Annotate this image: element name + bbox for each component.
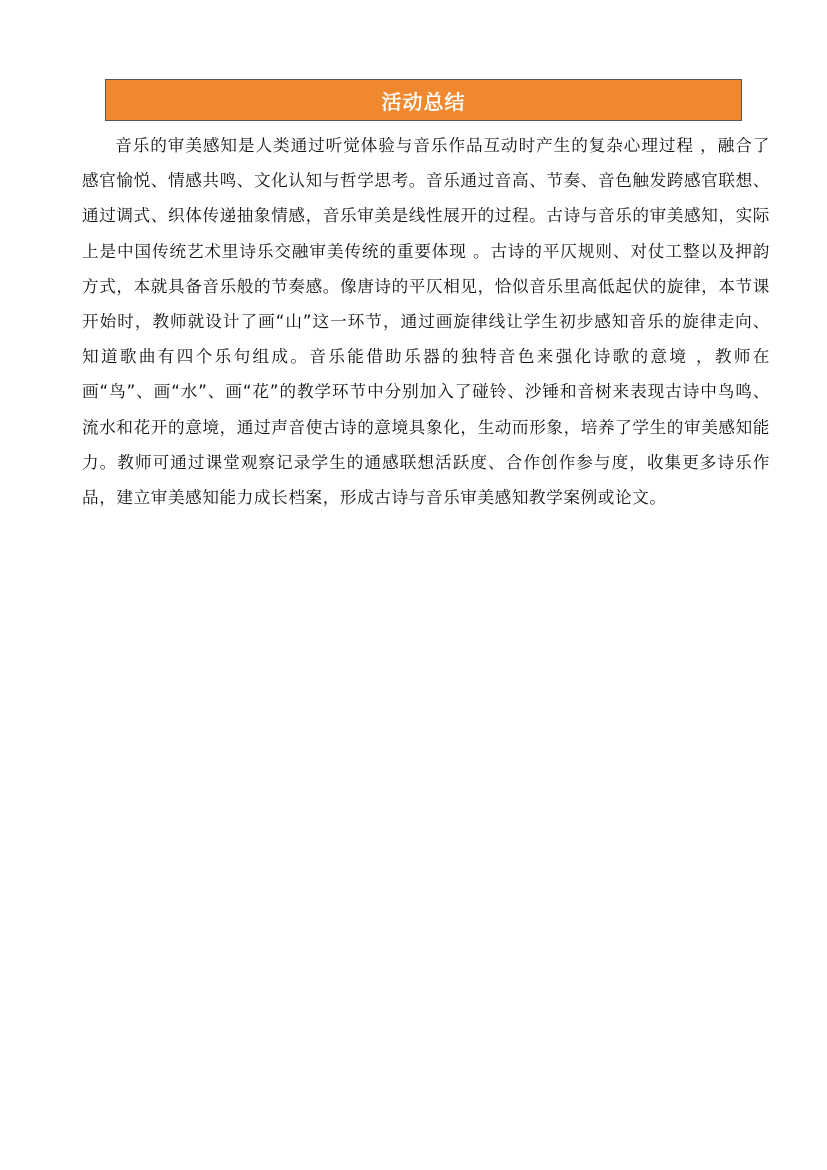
- section-title-banner: [105, 79, 742, 121]
- summary-paragraph: 音乐的审美感知是人类通过听觉体验与音乐作品互动时产生的复杂心理过程 ，融合了感官愉悦、情感共鸣、文化认知与哲学思考。音乐通过音高、节奏、音色触发跨感官联想、通过调式、织体传递抽象情感，音乐审美是线性展开的过程。古诗与音乐的审美感知，实际上是中国传统艺术里诗乐交融审美传统的重要体现 。古诗的平仄规则、对仗工整以及押韵方式，本就具备音乐般的节奏感。像唐诗的平仄相见，恰似音乐里高低起伏的旋律，本节课开始时，教师就设计了画“山”这一环节，通过画旋律线让学生初步感知音乐的旋律走向、知道歌曲有四个乐句组成。音乐能借助乐器的独特音色来强化诗歌的意境 ，教师在画“鸟”、画“水”、画“花”的教学环节中分别加入了碰铃、沙锤和音树来表现古诗中鸟鸣、流水和花开的意境，通过声音使古诗的意境具象化，生动而形象，培养了学生的审美感知能力。教师可通过课堂观察记录学生的通感联想活跃度、合作创作参与度，收集更多诗乐作品，建立审美感知能力成长档案，形成古诗与音乐审美感知教学案例或论文。: [82, 136, 770, 508]
- section-title: 活动总结: [381, 89, 466, 114]
